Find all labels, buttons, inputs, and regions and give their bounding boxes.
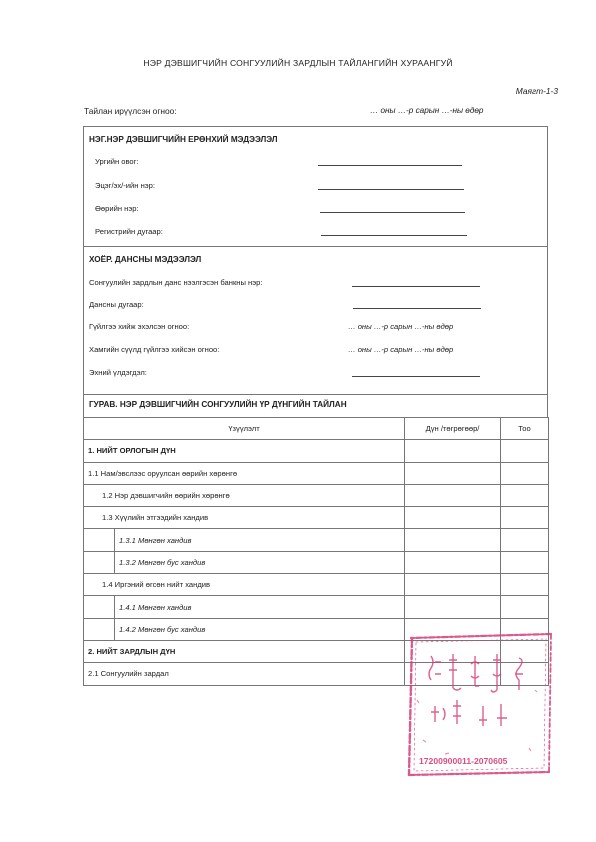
- indent-cell: [84, 529, 115, 551]
- stamp-number: 17200900011-2070605: [419, 756, 508, 766]
- row-label: 1.4.1 Мөнгөн хандив: [115, 596, 405, 618]
- table-row: [84, 484, 549, 506]
- surname-line: [318, 165, 462, 166]
- row-label: 1.2 Нэр дэвшигчийн өөрийн хөрөнгө: [84, 484, 405, 506]
- indent-cell: [84, 618, 115, 640]
- column-header-indicator: Үзүүлэлт: [84, 418, 405, 440]
- report-date-value: … оны …-р сарын …-ны өдөр: [370, 106, 484, 115]
- report-date-label: Тайлан ирүүлсэн огноо:: [84, 106, 177, 116]
- stamp-border: [409, 634, 551, 775]
- row-label: 1.3.1 Мөнгөн хандив: [115, 529, 405, 551]
- father-name-line: [318, 189, 464, 190]
- section3-heading: ГУРАВ. НЭР ДЭВШИГЧИЙН СОНГУУЛИЙН ҮР ДҮНГИЙН ТАЙЛАН: [89, 400, 347, 409]
- count-cell[interactable]: [501, 596, 549, 618]
- row-label: 1. НИЙТ ОРЛОГЫН ДҮН: [84, 440, 405, 462]
- section1-heading: НЭГ.НЭР ДЭВШИГЧИЙН ЕРӨНХИЙ МЭДЭЭЛЭЛ: [89, 135, 278, 144]
- father-name-label: Эцэг/эх/-ийн нэр:: [95, 181, 155, 190]
- given-name-label: Өөрийн нэр:: [95, 204, 139, 213]
- first-transaction-label: Гүйлгээ хийж эхэлсэн огноо:: [89, 322, 190, 331]
- count-cell[interactable]: [501, 507, 549, 529]
- amount-cell[interactable]: [405, 440, 501, 462]
- row-label: 1.4 Иргэний өгсөн нийт хандив: [84, 574, 405, 596]
- surname-label: Ургийн овог:: [95, 157, 139, 166]
- row-label: 1.1 Нам/эвслээс оруулсан өөрийн хөрөнгө: [84, 462, 405, 484]
- form-code: Маягт-1-3: [515, 86, 558, 96]
- page-title: НЭР ДЭВШИГЧИЙН СОНГУУЛИЙН ЗАРДЛЫН ТАЙЛАНГИЙН ХУРААНГУЙ: [143, 58, 453, 68]
- row-label: 2.1 Сонгуулийн зардал: [84, 663, 405, 685]
- count-cell[interactable]: [501, 551, 549, 573]
- row-label: 1.4.2 Мөнгөн бус хандив: [115, 618, 405, 640]
- opening-balance-line: [352, 376, 480, 377]
- table-header-row: [84, 418, 549, 440]
- stamp-script: [429, 654, 523, 726]
- column-header-amount: Дүн /төгрөгөөр/: [405, 418, 501, 440]
- amount-cell[interactable]: [405, 507, 501, 529]
- amount-cell[interactable]: [405, 551, 501, 573]
- opening-balance-label: Эхний үлдэгдэл:: [89, 368, 147, 377]
- count-cell[interactable]: [501, 574, 549, 596]
- table-row: [84, 440, 549, 462]
- row-label: 1.3.2 Мөнгөн бус хандив: [115, 551, 405, 573]
- count-cell[interactable]: [501, 484, 549, 506]
- indent-cell: [84, 596, 115, 618]
- account-number-line: [353, 308, 481, 309]
- count-cell[interactable]: [501, 462, 549, 484]
- table-row: [84, 462, 549, 484]
- last-transaction-date: … оны …-р сарын …-ны өдөр: [348, 345, 454, 354]
- register-number-label: Регистрийн дугаар:: [95, 227, 163, 236]
- row-label: 1.3 Хүүлийн этгээдийн хандив: [84, 507, 405, 529]
- amount-cell[interactable]: [405, 574, 501, 596]
- bank-name-line: [352, 286, 480, 287]
- account-number-label: Дансны дугаар:: [89, 300, 144, 309]
- first-transaction-date: … оны …-р сарын …-ны өдөр: [348, 322, 454, 331]
- table-row: [84, 596, 549, 618]
- table-row: [84, 507, 549, 529]
- section2-heading: ХОЁР. ДАНСНЫ МЭДЭЭЛЭЛ: [89, 255, 202, 264]
- bank-name-label: Сонгуулийн зардлын данс нээлгэсэн банкны нэр:: [89, 278, 263, 287]
- indent-cell: [84, 551, 115, 573]
- official-stamp: [405, 630, 555, 778]
- amount-cell[interactable]: [405, 484, 501, 506]
- column-header-count: Тоо: [501, 418, 549, 440]
- count-cell[interactable]: [501, 440, 549, 462]
- amount-cell[interactable]: [405, 462, 501, 484]
- row-label: 2. НИЙТ ЗАРДЛЫН ДҮН: [84, 640, 405, 662]
- table-row: [84, 574, 549, 596]
- table-row: [84, 551, 549, 573]
- table-row: [84, 529, 549, 551]
- count-cell[interactable]: [501, 529, 549, 551]
- last-transaction-label: Хамгийн сүүлд гүйлгээ хийсэн огноо:: [89, 345, 220, 354]
- amount-cell[interactable]: [405, 596, 501, 618]
- given-name-line: [320, 212, 465, 213]
- amount-cell[interactable]: [405, 529, 501, 551]
- register-number-line: [321, 235, 467, 236]
- section-divider: [83, 246, 548, 247]
